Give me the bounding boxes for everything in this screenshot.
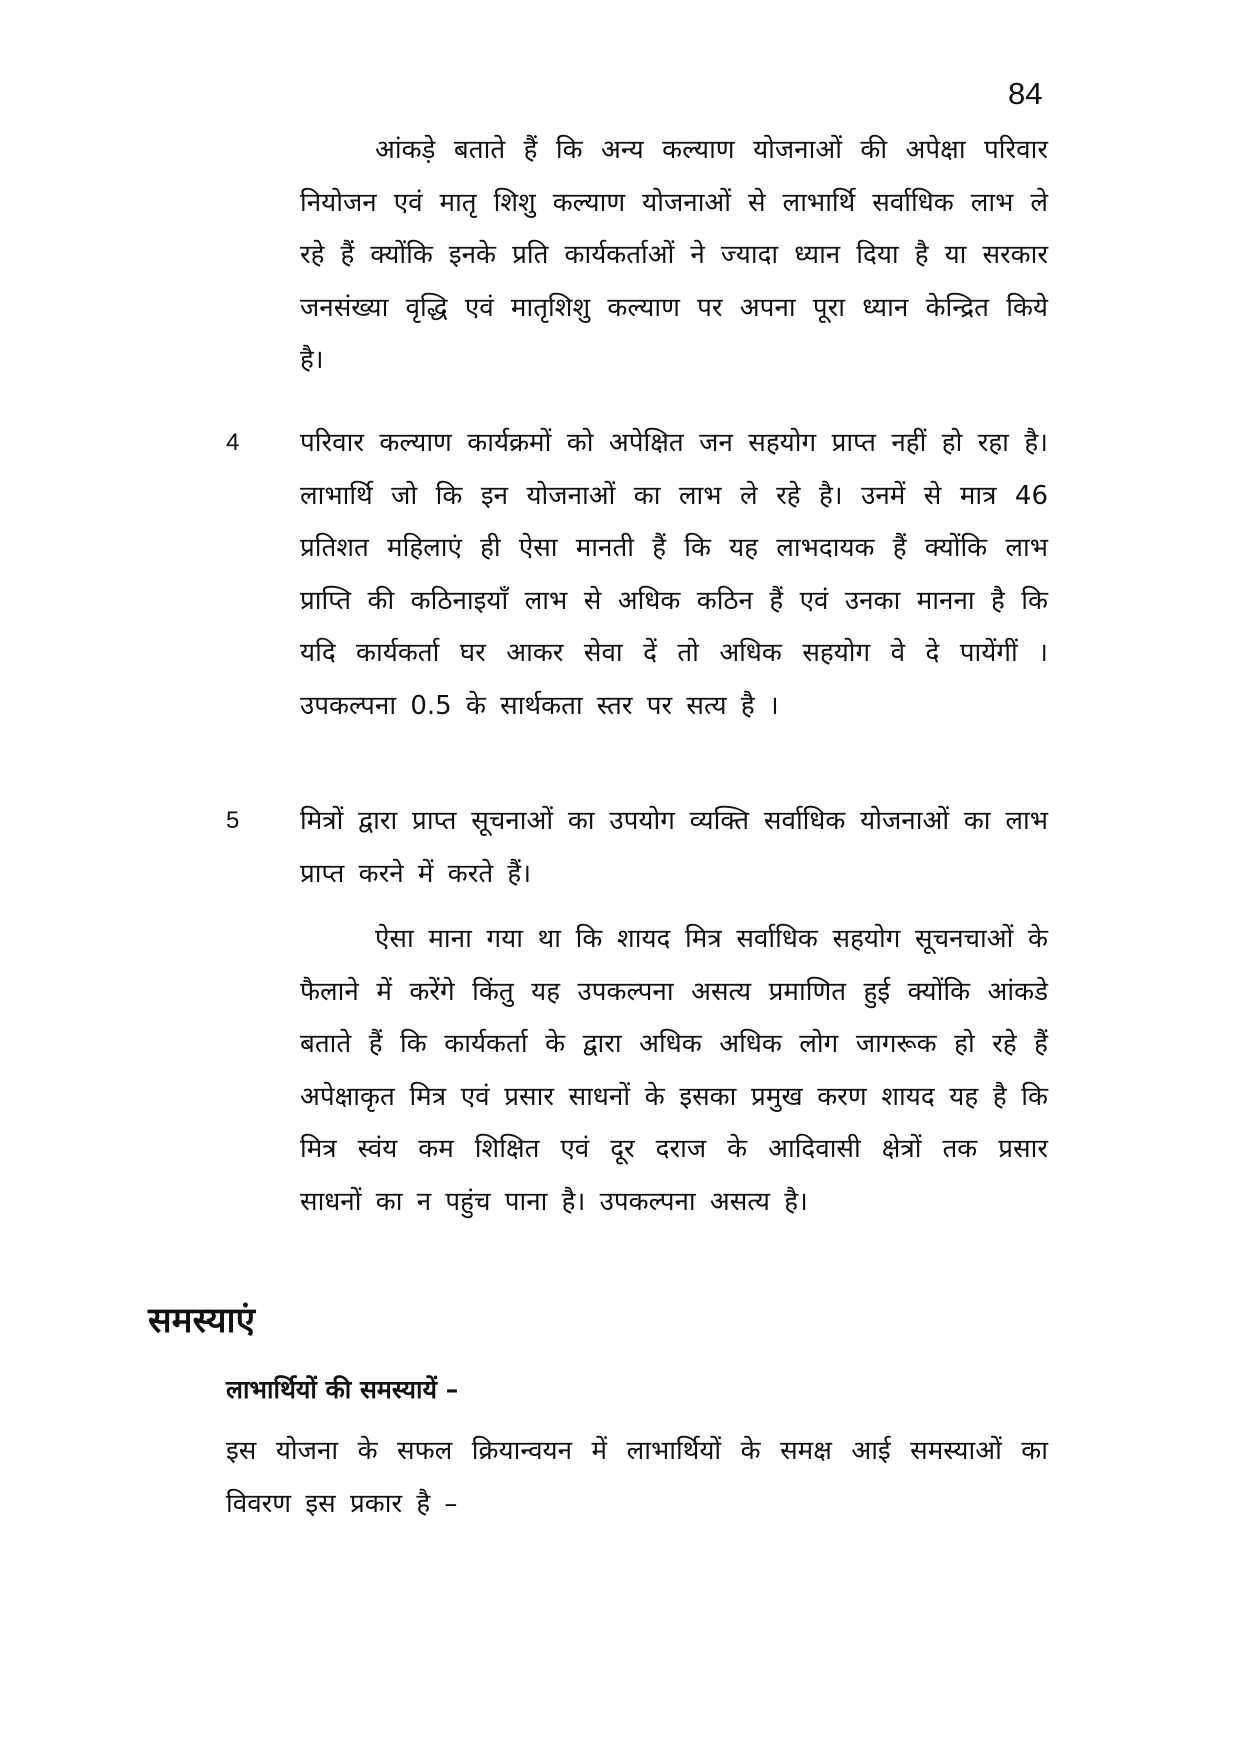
item-number-5: 5 bbox=[226, 807, 240, 834]
page-number: 84 bbox=[1008, 76, 1043, 111]
section-heading-problems: समस्याएं bbox=[148, 1301, 255, 1341]
subheading-beneficiary-problems: लाभार्थियों की समस्यायें – bbox=[226, 1375, 459, 1404]
item-number-4: 4 bbox=[226, 429, 240, 456]
item-5-detail-paragraph: ऐसा माना गया था कि शायद मित्र सर्वाधिक सहयोग सूचनचाओं के फैलाने में करेंगे किंतु यह उपकल्पना असत्य प्रमाणित हुई क्योंकि आंकडे बताते हैं कि कार्यकर्ता के द्वारा अधिक अधिक लोग जागरूक हो रहे हैं अपेक्षाकृत मित्र एवं प्रसार साधनों के इसका प्रमुख करण शायद यह है कि मित्र स्वंय कम शिक्षित एवं दूर दराज के आदिवासी क्षेत्रों तक प्रसार साधनों का न पहुंच पाना है। उपकल्पना असत्य है। bbox=[300, 924, 1048, 1217]
intro-paragraph: आंकड़े बताते हैं कि अन्य कल्याण योजनाओं की अपेक्षा परिवार नियोजन एवं मातृ शिशु कल्याण योजनाओं से लाभार्थि सर्वाधिक लाभ ले रहे हैं क्योंकि इनके प्रति कार्यकर्ताओं ने ज्यादा ध्यान दिया है या सरकार जनसंख्या वृद्धि एवं मातृशिशु कल्याण पर अपना पूरा ध्यान केन्द्रित किये है। bbox=[300, 135, 1048, 375]
item-4-text: परिवार कल्याण कार्यक्रमों को अपेक्षित जन सहयोग प्राप्त नहीं हो रहा है। लाभार्थि जो कि इन योजनाओं का लाभ ले रहे है। उनमें से मात्र 46 प्रतिशत महिलाएं ही ऐसा मानती हैं कि यह लाभदायक हैं क्योंकि लाभ प्राप्ति की कठिनाइयाँ लाभ से अधिक कठिन हैं एवं उनका मानना है कि यदि कार्यकर्ता घर आकर सेवा दें तो अधिक सहयोग वे दे पायेंगीं । उपकल्पना 0.5 के सार्थकता स्तर पर सत्य है । bbox=[300, 428, 1048, 721]
item-5-text: मित्रों द्वारा प्राप्त सूचनाओं का उपयोग व्यक्ति सर्वाधिक योजनाओं का लाभ प्राप्त करने में करते हैं। bbox=[300, 806, 1048, 889]
problems-intro-paragraph: इस योजना के सफल क्रियान्वयन में लाभार्थियों के समक्ष आई समस्याओं का विवरण इस प्रकार है – bbox=[226, 1436, 1048, 1519]
